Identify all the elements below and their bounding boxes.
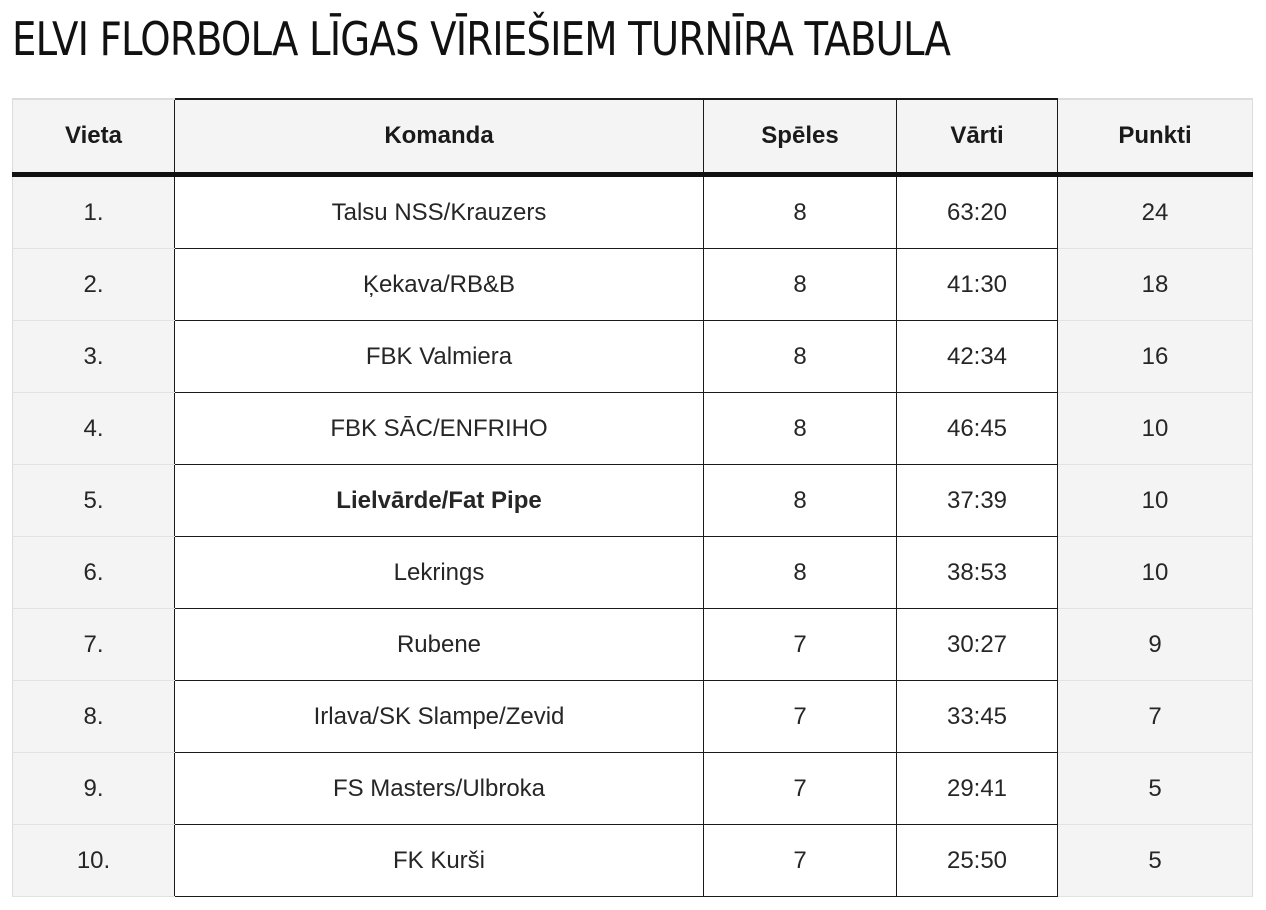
points-cell: 10	[1058, 465, 1253, 537]
team-cell: Lekrings	[175, 537, 704, 609]
goals-cell: 46:45	[897, 393, 1058, 465]
table-row	[13, 753, 1253, 825]
place-cell: 7.	[13, 609, 175, 681]
place-cell: 3.	[13, 321, 175, 393]
games-cell: 8	[704, 321, 897, 393]
points-cell: 5	[1058, 825, 1253, 897]
place-cell: 4.	[13, 393, 175, 465]
place-cell: 5.	[13, 465, 175, 537]
team-cell: Talsu NSS/Krauzers	[175, 175, 704, 249]
table-row	[13, 249, 1253, 321]
points-cell: 10	[1058, 393, 1253, 465]
table-row	[13, 393, 1253, 465]
goals-cell: 33:45	[897, 681, 1058, 753]
team-cell-highlighted: Lielvārde/Fat Pipe	[175, 465, 704, 537]
games-cell: 8	[704, 249, 897, 321]
games-cell: 8	[704, 175, 897, 249]
goals-cell: 38:53	[897, 537, 1058, 609]
games-cell: 8	[704, 465, 897, 537]
team-cell: Ķekava/RB&B	[175, 249, 704, 321]
place-cell: 1.	[13, 175, 175, 249]
goals-cell: 37:39	[897, 465, 1058, 537]
place-cell: 8.	[13, 681, 175, 753]
column-header-games: Spēles	[704, 99, 897, 175]
column-header-place: Vieta	[13, 99, 175, 175]
points-cell: 24	[1058, 175, 1253, 249]
table-row	[13, 609, 1253, 681]
points-cell: 5	[1058, 753, 1253, 825]
goals-cell: 42:34	[897, 321, 1058, 393]
team-cell: Rubene	[175, 609, 704, 681]
games-cell: 8	[704, 537, 897, 609]
goals-cell: 41:30	[897, 249, 1058, 321]
table-row	[13, 825, 1253, 897]
goals-cell: 63:20	[897, 175, 1058, 249]
games-cell: 7	[704, 609, 897, 681]
points-cell: 9	[1058, 609, 1253, 681]
goals-cell: 30:27	[897, 609, 1058, 681]
goals-cell: 29:41	[897, 753, 1058, 825]
points-cell: 16	[1058, 321, 1253, 393]
team-cell: FBK SĀC/ENFRIHO	[175, 393, 704, 465]
column-header-goals: Vārti	[897, 99, 1058, 175]
table-row	[13, 175, 1253, 249]
team-cell: FS Masters/Ulbroka	[175, 753, 704, 825]
goals-cell: 25:50	[897, 825, 1058, 897]
place-cell: 10.	[13, 825, 175, 897]
table-row-highlighted	[13, 465, 1253, 537]
points-cell: 18	[1058, 249, 1253, 321]
table-row	[13, 681, 1253, 753]
table-row	[13, 321, 1253, 393]
page-title: ELVI FLORBOLA LĪGAS VĪRIEŠIEM TURNĪRA TABULA	[12, 12, 951, 66]
team-cell: FK Kurši	[175, 825, 704, 897]
games-cell: 7	[704, 681, 897, 753]
team-cell: Irlava/SK Slampe/Zevid	[175, 681, 704, 753]
points-cell: 7	[1058, 681, 1253, 753]
table-row	[13, 537, 1253, 609]
games-cell: 8	[704, 393, 897, 465]
games-cell: 7	[704, 825, 897, 897]
place-cell: 6.	[13, 537, 175, 609]
table-header-row	[13, 99, 1253, 175]
standings-table	[12, 98, 1253, 897]
place-cell: 9.	[13, 753, 175, 825]
team-cell: FBK Valmiera	[175, 321, 704, 393]
column-header-points: Punkti	[1058, 99, 1253, 175]
points-cell: 10	[1058, 537, 1253, 609]
games-cell: 7	[704, 753, 897, 825]
place-cell: 2.	[13, 249, 175, 321]
column-header-team: Komanda	[175, 99, 704, 175]
